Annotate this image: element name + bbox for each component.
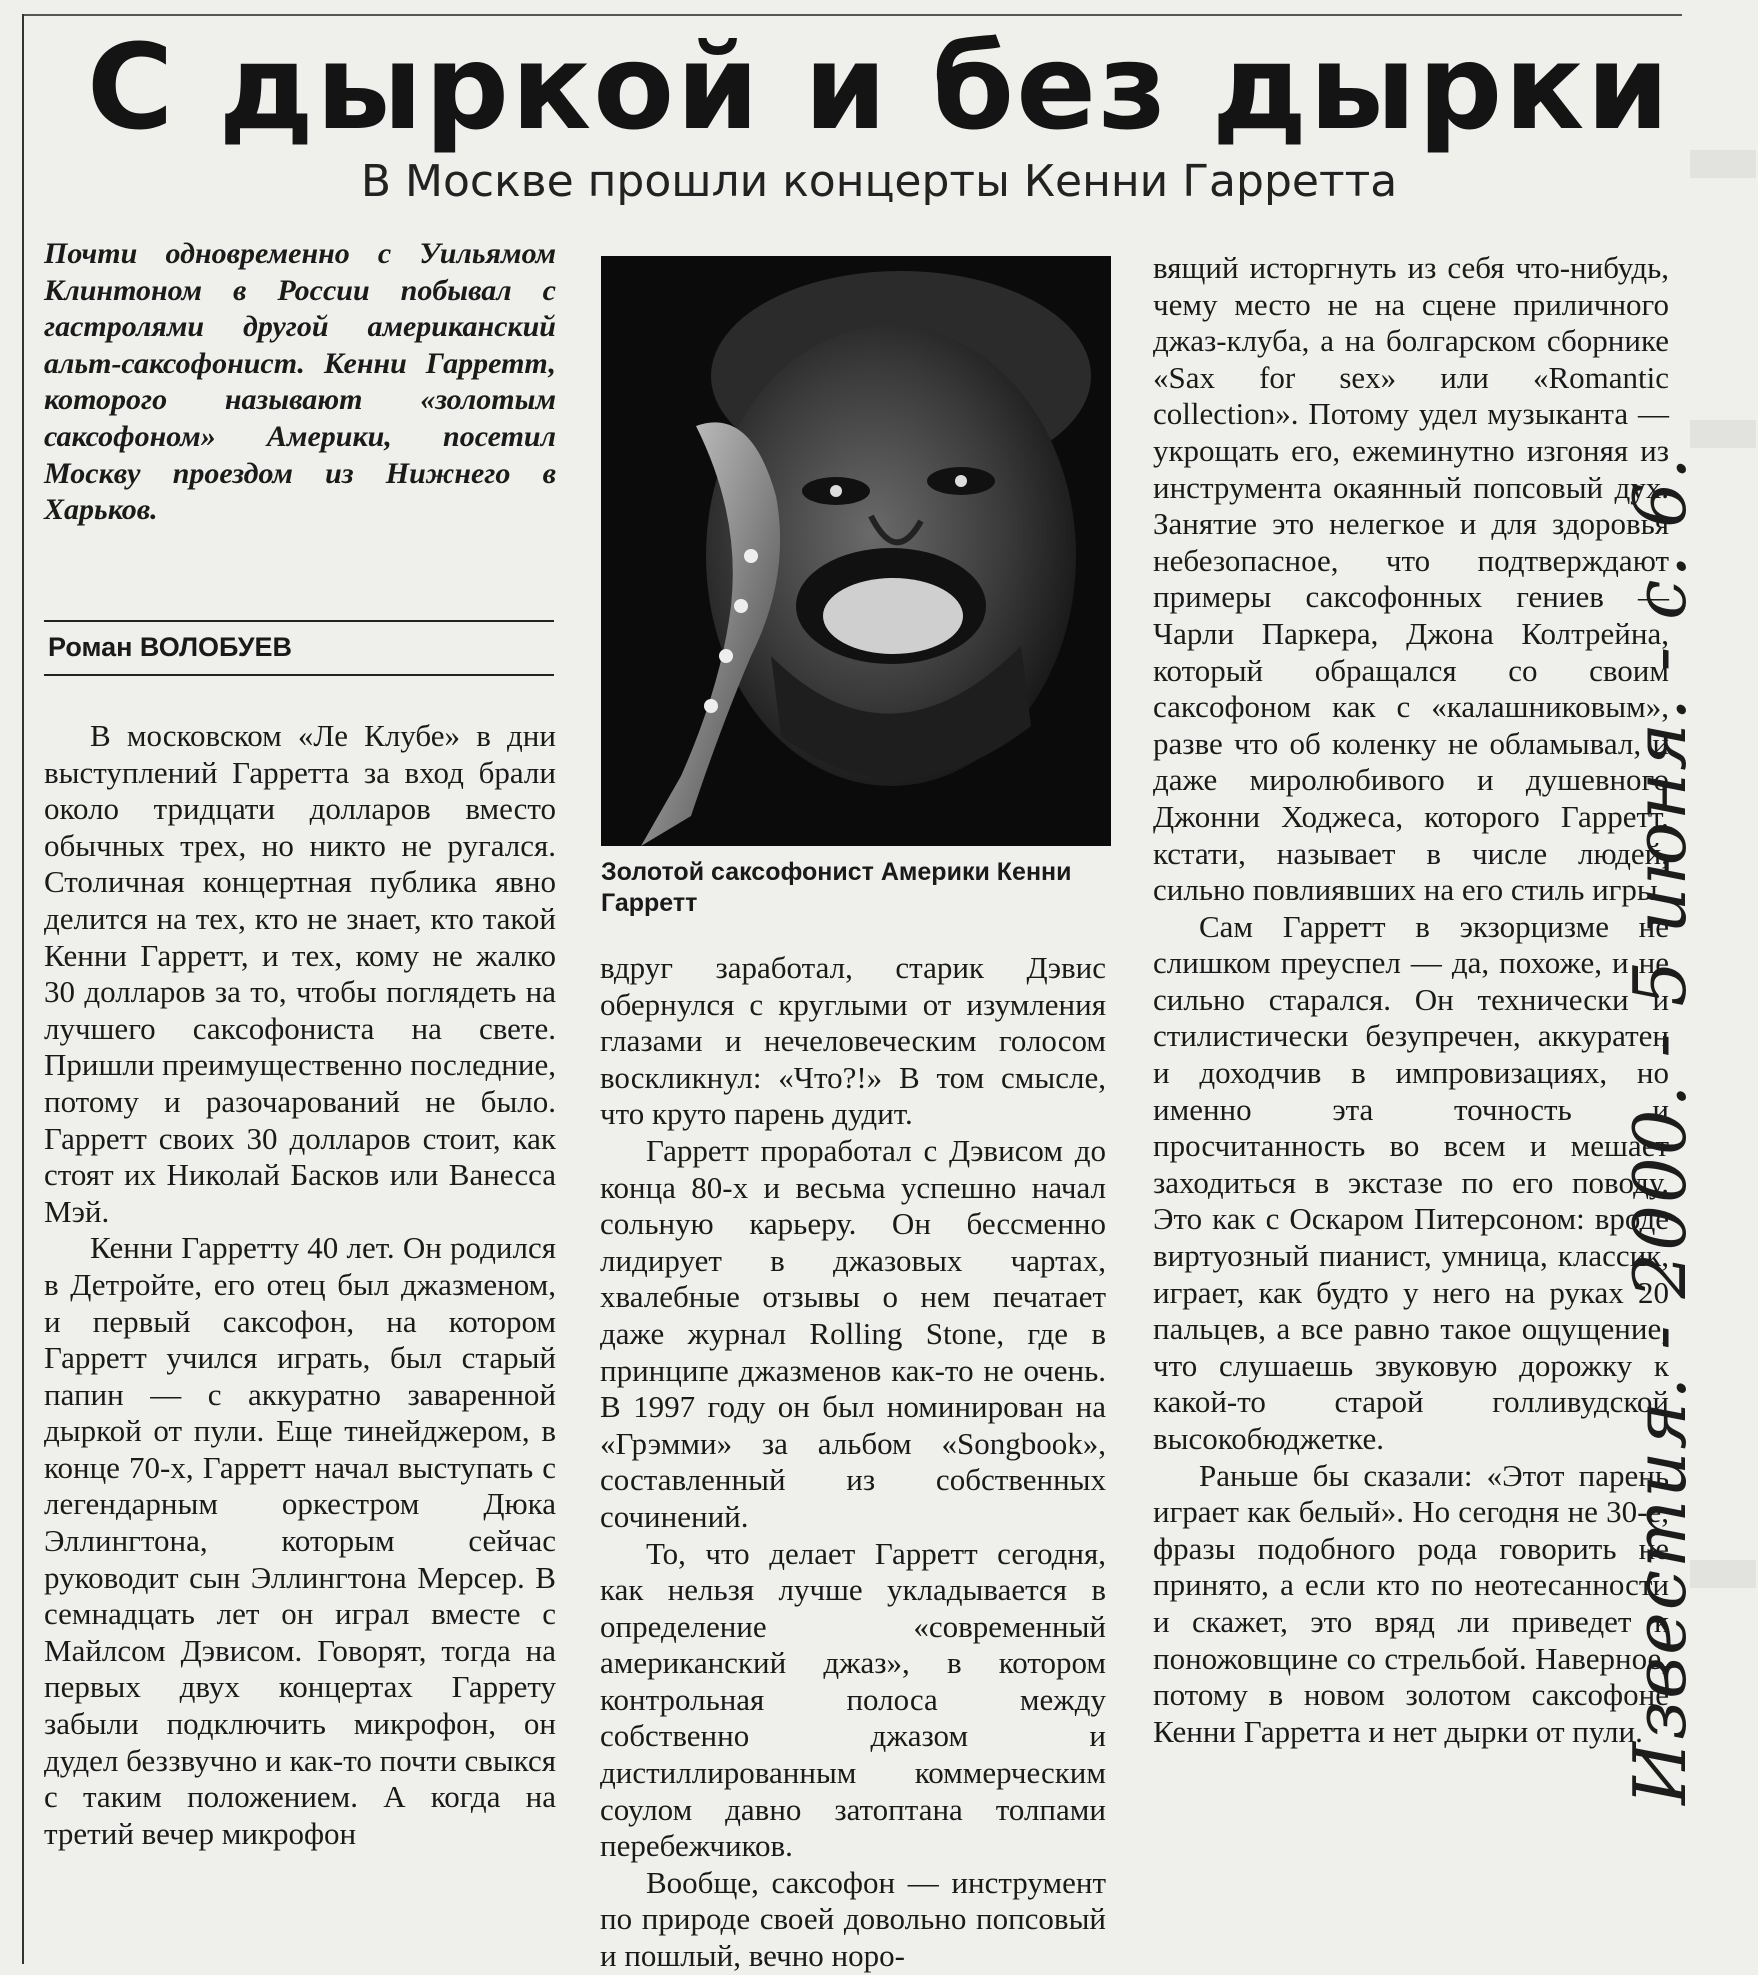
paragraph: Вообще, саксофон — инструмент по природе своей довольно попсовый и пошлый, вечно норо-	[600, 1864, 1106, 1974]
article-subheadline: В Москве прошли концерты Кенни Гарретта	[360, 156, 1398, 207]
paragraph: вдруг заработал, старик Дэвис обернулся с круглыми от изумления глазами и нечеловеческим голосом воскликнул: «Что?!» В том смысле, что круто парень дудит.	[600, 950, 1106, 1132]
lead-paragraph: Почти одновременно с Уильямом Клинтоном в России побывал с гастролями другой американский альт-саксофонист. Кенни Гарретт, которого называют «золотым саксофоном» Америки, посетил Москву проездом из Нижнего в Харьков.	[44, 237, 556, 527]
paragraph: То, что делает Гарретт сегодня, как нельзя лучше укладывается в определение «современный американский джаз», в котором контрольная полоса между собственно джазом и дистиллированным коммерческим соулом давно затоптана толпами перебежчиков.	[600, 1535, 1106, 1864]
column-1	[44, 718, 556, 1852]
handwritten-citation-text: Известия. - 2000. - 5 июня. - с. 6.	[1618, 455, 1702, 1805]
byline: Роман ВОЛОБУЕВ	[48, 632, 293, 662]
paragraph: Сам Гарретт в экзорцизме не слишком преуспел — да, похоже, и не сильно старался. Он технически и стилистически безупречен, аккуратен и доходчив в импровизациях, но именно эта точность и просчитанность во всем и мешает заходиться в экстазе по его поводу. Это как с Оскаром Питерсоном: вроде виртуозный пианист, умница, классик, играет, как будто у него на руках 20 пальцев, а все равно такое ощущение, что слушаешь звуковую дорожку к какой-то старой голливудской высокобюджетке.	[1153, 908, 1669, 1456]
byline-top-rule	[44, 620, 554, 622]
article-headline: С дыркой и без дырки	[86, 18, 1672, 156]
paragraph: В московском «Ле Клубе» в дни выступлений Гарретта за вход брали около тридцати долларов вместо обычных трех, но никто не ругался. Столичная концертная публика явно делится на тех, кто не знает, кто такой Кенни Гарретт, и тех, кому не жалко 30 долларов за то, чтобы поглядеть на лучшего саксофониста на свете. Пришли преимущественно последние, потому и разочарований не было. Гарретт своих 30 долларов стоит, как стоят их Николай Басков или Ванесса Мэй.	[44, 718, 556, 1229]
column-3	[1153, 250, 1669, 1750]
adjacent-article-bleed	[1690, 150, 1756, 178]
column-2	[600, 950, 1106, 1975]
paragraph: Раньше бы сказали: «Этот парень играет как белый». Но сегодня не 30-е, фразы подобного рода говорить не принято, а если кто по неотесанности и скажет, это вряд ли приведет к поножовщине со стрельбой. Наверное, потому в новом золотом саксофоне Кенни Гарретта и нет дырки от пули.	[1153, 1457, 1669, 1749]
byline-bottom-rule	[44, 674, 554, 676]
left-border	[22, 14, 24, 1964]
photo-caption: Золотой саксофонист Америки Кенни Гарретт	[601, 858, 1072, 917]
paragraph: Гарретт проработал с Дэвисом до конца 80-х и весьма успешно начал сольную карьеру. Он бессменно лидирует в джазовых чартах, хвалебные отзывы о нем печатает даже журнал Rolling Stone, где в принципе джазменов как-то не очень. В 1997 году он был номинирован на «Грэмми» за альбом «Songbook», составленный из собственных сочинений.	[600, 1132, 1106, 1534]
top-border	[22, 14, 1682, 16]
saxophonist-portrait-image	[601, 256, 1111, 846]
adjacent-article-bleed	[1690, 420, 1756, 448]
paragraph: вящий исторгнуть из себя что-нибудь, чему место не на сцене приличного джаз-клуба, а на болгарском сборнике «Sax for sex» или «Romantic collection». Потому удел музыканта — укрощать его, ежеминутно изгоняя из инструмента окаянный попсовый дух. Занятие это нелегкое и для здоровья небезопасное, что подтверждают примеры саксофонных гениев — Чарли Паркера, Джона Колтрейна, который обращался со своим саксофоном как с «калашниковым», разве что об коленку не обламывал, и даже миролюбивого и душевного Джонни Ходжеса, которого Гарретт, кстати, называет в числе людей, сильно повлиявших на его стиль игры.	[1153, 250, 1669, 908]
paragraph: Кенни Гарретту 40 лет. Он родился в Детройте, его отец был джазменом, и первый саксофон, на котором Гарретт учился играть, был старый папин — с аккуратно заваренной дыркой от пули. Еще тинейджером, в конце 70-х, Гарретт начал выступать с легендарным оркестром Дюка Эллингтона, которым сейчас руководит сын Эллингтона Мерсер. В семнадцать лет он играл вместе с Майлсом Дэвисом. Говорят, тогда на первых двух концертах Гаррету забыли подключить микрофон, он дудел беззвучно и как-то почти свыкся с таким положением. А когда на третий вечер микрофон	[44, 1230, 556, 1851]
photo-kenny-garrett	[601, 256, 1111, 846]
